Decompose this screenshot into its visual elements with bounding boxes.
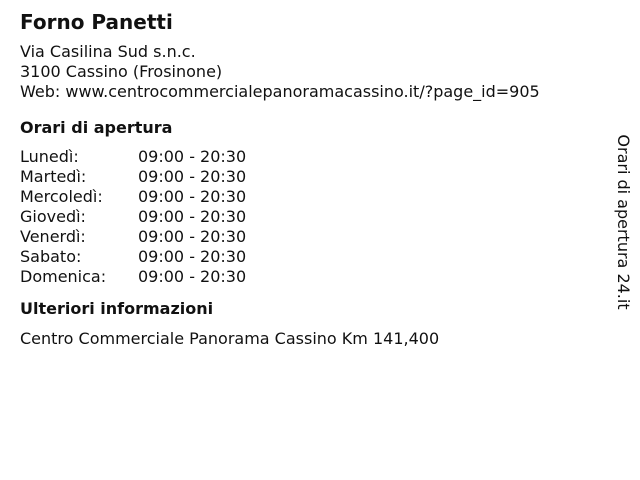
additional-info-section <box>20 299 600 349</box>
day-label: Giovedì: <box>20 207 86 226</box>
day-hours: 09:00 - 20:30 <box>138 267 247 286</box>
opening-hours-table <box>20 147 246 287</box>
address-block <box>20 42 600 102</box>
day-hours: 09:00 - 20:30 <box>138 227 247 246</box>
opening-hours-section <box>20 118 600 287</box>
address-city: 3100 Cassino (Frosinone) <box>20 62 223 81</box>
store-details <box>20 10 600 349</box>
day-hours: 09:00 - 20:30 <box>138 147 247 166</box>
additional-info-text: Centro Commerciale Panorama Cassino Km 141,400 <box>20 329 440 348</box>
address-street: Via Casilina Sud s.n.c. <box>20 42 196 61</box>
table-row <box>20 227 246 247</box>
day-hours: 09:00 - 20:30 <box>138 167 247 186</box>
table-row <box>20 247 246 267</box>
site-watermark: Orari di apertura 24.it <box>614 134 633 310</box>
table-row <box>20 187 246 207</box>
day-label: Sabato: <box>20 247 82 266</box>
day-hours: 09:00 - 20:30 <box>138 247 247 266</box>
website-line <box>20 82 600 102</box>
website-link[interactable]: www.centrocommercialepanoramacassino.it/?page_id=905 <box>65 82 540 101</box>
day-label: Venerdì: <box>20 227 86 246</box>
day-label: Lunedì: <box>20 147 79 166</box>
page-title: Forno Panetti <box>20 10 173 34</box>
additional-info-title: Ulteriori informazioni <box>20 299 214 318</box>
table-row <box>20 207 246 227</box>
table-row <box>20 267 246 287</box>
day-label: Mercoledì: <box>20 187 103 206</box>
website-label: Web: <box>20 82 61 101</box>
day-hours: 09:00 - 20:30 <box>138 207 247 226</box>
day-label: Martedì: <box>20 167 87 186</box>
table-row <box>20 147 246 167</box>
opening-hours-title: Orari di apertura <box>20 118 173 137</box>
day-label: Domenica: <box>20 267 107 286</box>
day-hours: 09:00 - 20:30 <box>138 187 247 206</box>
table-row <box>20 167 246 187</box>
